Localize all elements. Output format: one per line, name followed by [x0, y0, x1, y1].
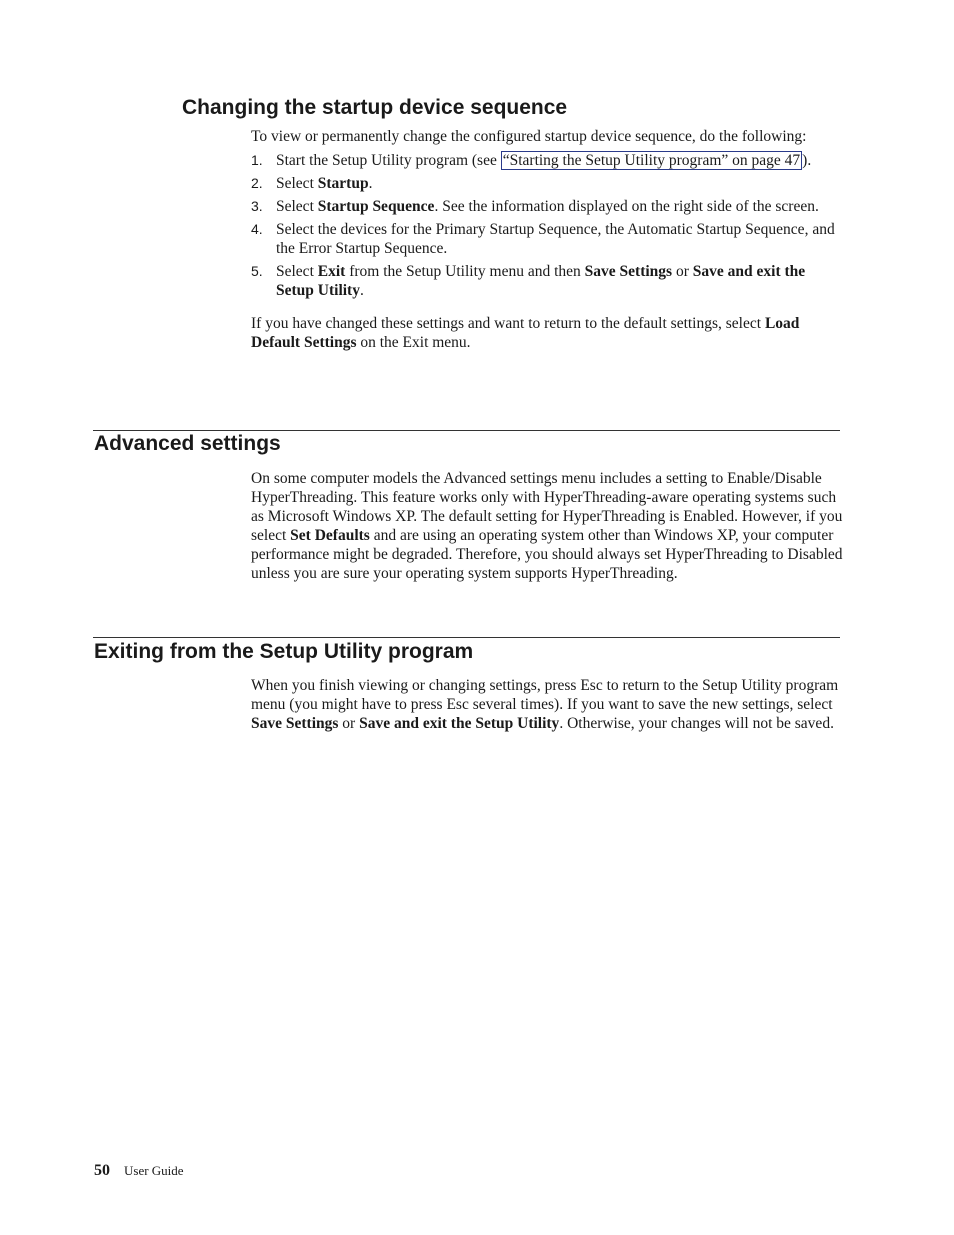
exiting-setup-body	[251, 676, 843, 733]
paragraph-text: . Otherwise, your changes will not be saved.	[559, 715, 834, 732]
paragraph-text: and are using an operating system other than Windows XP, your computer performance might be degraded. Therefore, you should always set HyperThreading to Disabled unless you are sure your operating system supports HyperThreading.	[251, 527, 843, 582]
section-divider	[93, 637, 840, 638]
step-4	[251, 220, 843, 258]
step-bold-term: Save and exit the Setup Utility	[276, 263, 806, 299]
step-number: 3.	[251, 198, 263, 214]
step-3	[251, 197, 843, 216]
step-text: from the Setup Utility menu and then	[345, 263, 585, 280]
document-title: User Guide	[124, 1163, 184, 1178]
step-5	[251, 262, 843, 300]
paragraph-text: On some computer models the Advanced settings menu includes a setting to Enable/Disable HyperThreading. This feature works only with HyperThreading-aware operating systems such as Microsoft Windows XP. The default setting for HyperThreading is Enabled. However, if you select	[251, 470, 843, 544]
exiting-paragraph	[251, 676, 843, 733]
page-footer	[94, 1162, 184, 1180]
bold-term: Save Settings	[251, 715, 339, 732]
step-number: 2.	[251, 175, 263, 191]
advanced-settings-body	[251, 469, 843, 583]
paragraph-text: If you have changed these settings and want to return to the default settings, select	[251, 315, 765, 332]
step-bold-term: Startup Sequence	[317, 198, 435, 215]
paragraph-text: or	[338, 715, 360, 732]
step-2	[251, 174, 843, 193]
step-text: or	[672, 263, 693, 280]
step-text: ).	[802, 152, 812, 169]
defaults-paragraph	[251, 314, 843, 352]
step-text: .	[368, 175, 373, 192]
intro-paragraph: To view or permanently change the configured startup device sequence, do the following:	[251, 128, 807, 145]
section-heading-startup-sequence: Changing the startup device sequence	[182, 96, 568, 119]
step-text: .	[359, 282, 364, 299]
step-text: Select	[276, 175, 318, 192]
step-number: 5.	[251, 263, 263, 279]
section-divider	[93, 430, 840, 431]
steps-list	[251, 151, 843, 300]
step-text: Select the devices for the Primary Startup Sequence, the Automatic Startup Sequence, and the Error Startup Sequence.	[276, 221, 835, 257]
section-heading-advanced-settings: Advanced settings	[94, 432, 281, 455]
step-bold-term: Startup	[317, 175, 369, 192]
step-text: . See the information displayed on the right side of the screen.	[434, 198, 819, 215]
paragraph-text: on the Exit menu.	[356, 334, 471, 351]
step-text: Select	[276, 263, 318, 280]
step-text: Start the Setup Utility program (see	[276, 152, 501, 169]
advanced-paragraph	[251, 469, 843, 583]
cross-reference-link[interactable]: “Starting the Setup Utility program” on page 47	[502, 152, 801, 169]
page-number: 50	[94, 1162, 110, 1179]
section-heading-exiting-setup: Exiting from the Setup Utility program	[94, 640, 474, 663]
paragraph-text: When you finish viewing or changing settings, press Esc to return to the Setup Utility program menu (you might have to press Esc several times). If you want to save the new settings, select	[251, 677, 839, 713]
step-text: Select	[276, 198, 318, 215]
step-number: 1.	[251, 152, 263, 168]
step-number: 4.	[251, 221, 263, 237]
step-bold-term: Save Settings	[584, 263, 673, 280]
bold-term: Save and exit the Setup Utility	[359, 715, 560, 732]
step-1	[251, 151, 843, 170]
bold-term: Set Defaults	[290, 527, 370, 544]
startup-sequence-body	[251, 127, 843, 352]
bold-term: Load Default Settings	[251, 315, 800, 351]
step-bold-term: Exit	[317, 263, 346, 280]
